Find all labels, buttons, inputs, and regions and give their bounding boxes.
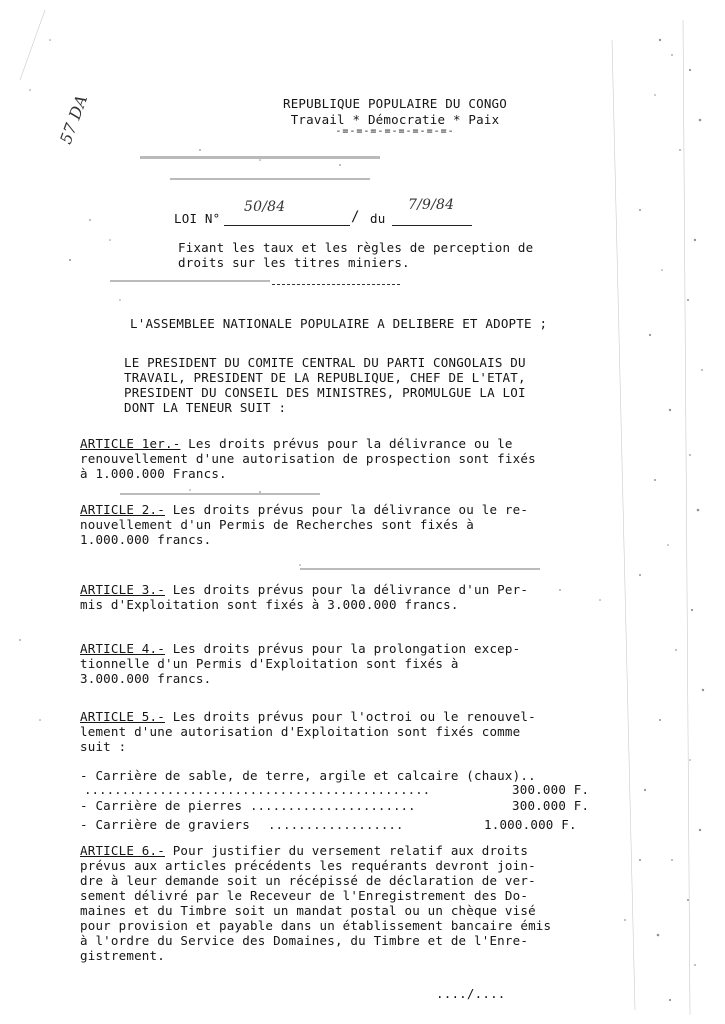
law-slash: / bbox=[351, 209, 360, 225]
law-subject-line-1: Fixant les taux et les règles de perception de bbox=[178, 240, 534, 255]
president-line-4: DONT LA TENEUR SUIT : bbox=[124, 400, 287, 415]
article-1-line-3: à 1.000.000 Francs. bbox=[80, 466, 227, 481]
law-number-blank bbox=[224, 211, 350, 226]
article-3-line-1 bbox=[80, 582, 528, 597]
law-number: 50/84 bbox=[244, 199, 286, 215]
article-6-line-7: à l'ordre du Service des Domaines, du Timbre et de l'Enre- bbox=[80, 933, 529, 948]
article-5-line-2: lement d'une autorisation d'Exploitation sont fixés comme bbox=[80, 724, 521, 739]
article-2-line-2: nouvellement d'un Permis de Recherches sont fixés à bbox=[80, 517, 475, 532]
fee-graviers-leader: .................. bbox=[268, 817, 404, 832]
article-1-text-1: Les droits prévus pour la délivrance ou le bbox=[180, 436, 513, 451]
fee-graviers-label: - Carrière de graviers bbox=[80, 817, 250, 832]
article-4-line-2: tionnelle d'un Permis d'Exploitation sont fixés à bbox=[80, 656, 459, 671]
president-line-2: TRAVAIL, PRESIDENT DE LA REPUBLIQUE, CHEF DE L'ETAT, bbox=[124, 370, 526, 385]
subject-rule bbox=[272, 284, 400, 285]
fee-sable-amount: 300.000 F. bbox=[512, 782, 590, 797]
article-2-text-1: Les droits prévus pour la délivrance ou le re- bbox=[164, 502, 529, 517]
law-label: LOI N° bbox=[174, 211, 221, 226]
article-5-text-1: Les droits prévus pour l'octroi ou le renouvel- bbox=[164, 709, 536, 724]
fee-pierres-leader: ...................... bbox=[250, 798, 416, 813]
article-2-line-3: 1.000.000 francs. bbox=[80, 532, 212, 547]
fee-pierres-label: - Carrière de pierres bbox=[80, 798, 243, 813]
article-3-title: ARTICLE 3.- bbox=[80, 582, 165, 597]
article-1-line-2: renouvellement d'une autorisation de prospection sont fixés bbox=[80, 451, 536, 466]
article-4-line-1 bbox=[80, 641, 520, 656]
article-3-text-1: Les droits prévus pour la délivrance d'un Per- bbox=[164, 582, 529, 597]
assembly-statement: L'ASSEMBLEE NATIONALE POPULAIRE A DELIBERE ET ADOPTE ; bbox=[130, 316, 548, 331]
president-line-3: PRESIDENT DU CONSEIL DES MINISTRES, PROMULGUE LA LOI bbox=[124, 385, 526, 400]
article-4-title: ARTICLE 4.- bbox=[80, 641, 165, 656]
law-date-blank bbox=[392, 211, 472, 226]
law-subject-line-2: droits sur les titres miniers. bbox=[178, 255, 410, 270]
article-5-title: ARTICLE 5.- bbox=[80, 709, 165, 724]
article-4-line-3: 3.000.000 francs. bbox=[80, 671, 212, 686]
motto: Travail * Démocratie * Paix bbox=[290, 112, 500, 127]
article-6-line-3: dre à leur demande soit un récépissé de déclaration de ver- bbox=[80, 873, 536, 888]
fee-pierres-amount: 300.000 F. bbox=[512, 798, 590, 813]
law-du-label: du bbox=[370, 211, 386, 226]
article-6-line-4: sement délivré par le Receveur de l'Enregistrement des Do- bbox=[80, 888, 529, 903]
article-5-line-3: suit : bbox=[80, 739, 127, 754]
law-date: 7/9/84 bbox=[408, 197, 455, 213]
article-2-line-1 bbox=[80, 502, 528, 517]
president-line-1: LE PRESIDENT DU COMITE CENTRAL DU PARTI CONGOLAIS DU bbox=[124, 355, 526, 370]
article-6-line-6: pour provision et payable dans un établissement bancaire émis bbox=[80, 918, 552, 933]
page-continuation: ..../.... bbox=[436, 986, 506, 1001]
article-1-title: ARTICLE 1er.- bbox=[80, 436, 181, 451]
fee-sable-label: - Carrière de sable, de terre, argile et calcaire (chaux).. bbox=[80, 768, 536, 783]
article-6-line-2: prévus aux articles précédents les requérants devront join- bbox=[80, 858, 536, 873]
article-6-title: ARTICLE 6.- bbox=[80, 843, 165, 858]
article-1-line-1 bbox=[80, 436, 513, 451]
article-5-line-1 bbox=[80, 709, 536, 724]
article-6-line-1 bbox=[80, 843, 528, 858]
article-6-line-8: gistrement. bbox=[80, 948, 165, 963]
margin-note-handwritten: 57 DA bbox=[56, 92, 92, 147]
article-4-text-1: Les droits prévus pour la prolongation excep- bbox=[164, 641, 521, 656]
fee-sable-leader: .............................................. bbox=[84, 782, 431, 797]
article-2-title: ARTICLE 2.- bbox=[80, 502, 165, 517]
republic-title: REPUBLIQUE POPULAIRE DU CONGO bbox=[282, 96, 508, 111]
fee-graviers-amount: 1.000.000 F. bbox=[484, 817, 577, 832]
header-separator: -=-=-=-=-=-=-=-=- bbox=[335, 126, 455, 137]
article-6-line-5: maines et du Timbre soit un mandat postal ou un chèque visé bbox=[80, 903, 536, 918]
article-3-line-2: mis d'Exploitation sont fixés à 3.000.000 francs. bbox=[80, 597, 459, 612]
article-6-text-1: Pour justifier du versement relatif aux droits bbox=[164, 843, 529, 858]
